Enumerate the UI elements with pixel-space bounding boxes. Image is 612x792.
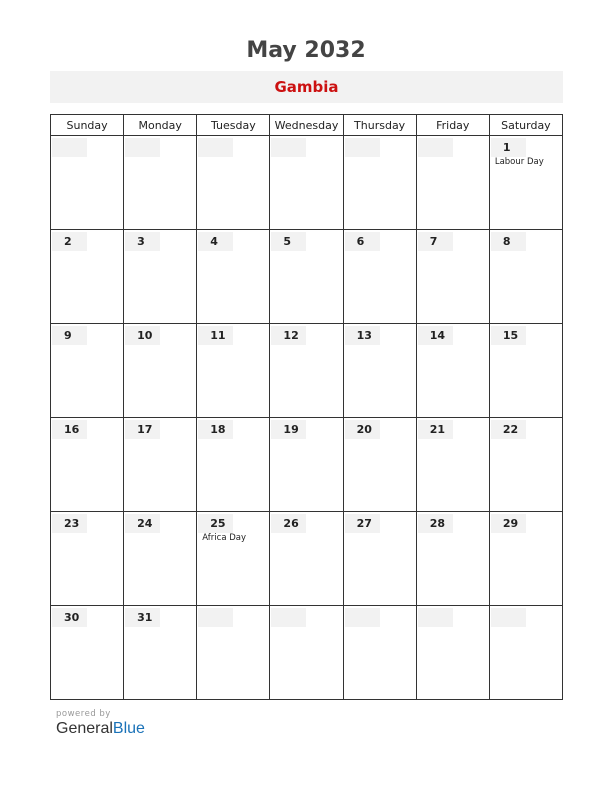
day-number: 15 bbox=[502, 329, 519, 342]
country-banner bbox=[50, 71, 563, 103]
day-cell bbox=[51, 606, 124, 700]
week-row bbox=[51, 324, 563, 418]
day-number-box bbox=[418, 138, 453, 157]
day-number-box bbox=[271, 138, 306, 157]
day-number: 17 bbox=[137, 423, 153, 436]
day-cell bbox=[270, 136, 343, 230]
country-name: Gambia bbox=[274, 78, 339, 96]
day-cell bbox=[416, 512, 489, 606]
day-cell bbox=[270, 230, 343, 324]
day-number: 23 bbox=[64, 517, 80, 530]
day-number: 31 bbox=[137, 611, 153, 624]
day-number-box bbox=[198, 608, 233, 627]
day-cell bbox=[489, 136, 562, 230]
weekday-header: Sunday bbox=[51, 115, 124, 136]
day-number: 10 bbox=[137, 329, 153, 342]
day-number: 9 bbox=[64, 329, 72, 342]
day-number: 25 bbox=[210, 517, 226, 530]
day-cell bbox=[416, 418, 489, 512]
day-cell bbox=[416, 136, 489, 230]
day-cell bbox=[197, 230, 270, 324]
day-cell bbox=[270, 606, 343, 700]
day-cell bbox=[343, 418, 416, 512]
day-cell bbox=[197, 136, 270, 230]
day-number-box bbox=[491, 608, 526, 627]
day-cell bbox=[270, 324, 343, 418]
day-number: 5 bbox=[283, 235, 292, 248]
page-title: May 2032 bbox=[246, 38, 366, 63]
day-number-box bbox=[125, 138, 160, 157]
day-number: 21 bbox=[429, 423, 446, 436]
weekday-header: Friday bbox=[416, 115, 489, 136]
day-cell bbox=[124, 418, 197, 512]
weekday-header: Monday bbox=[124, 115, 197, 136]
day-number-box bbox=[52, 138, 87, 157]
day-cell bbox=[270, 418, 343, 512]
day-cell bbox=[197, 324, 270, 418]
day-number: 26 bbox=[283, 517, 299, 530]
day-number: 27 bbox=[356, 517, 372, 530]
day-number: 1 bbox=[502, 141, 511, 154]
day-cell bbox=[343, 324, 416, 418]
day-number-box bbox=[271, 608, 306, 627]
calendar-grid bbox=[50, 114, 563, 700]
holiday-label: Labour Day bbox=[494, 157, 544, 167]
day-number: 28 bbox=[429, 517, 446, 530]
day-cell bbox=[51, 324, 124, 418]
week-row bbox=[51, 418, 563, 512]
day-cell bbox=[51, 418, 124, 512]
day-number: 7 bbox=[429, 235, 438, 248]
day-cell bbox=[124, 512, 197, 606]
day-cell bbox=[343, 230, 416, 324]
week-row bbox=[51, 136, 563, 230]
day-cell bbox=[489, 324, 562, 418]
brand-logo[interactable] bbox=[56, 720, 145, 738]
day-number: 19 bbox=[283, 423, 299, 436]
day-number: 2 bbox=[64, 235, 72, 248]
day-cell bbox=[416, 230, 489, 324]
day-cell bbox=[197, 512, 270, 606]
week-row bbox=[51, 512, 563, 606]
day-number: 16 bbox=[64, 423, 80, 436]
day-cell bbox=[343, 606, 416, 700]
day-cell bbox=[489, 230, 562, 324]
day-cell bbox=[197, 418, 270, 512]
day-cell bbox=[197, 606, 270, 700]
day-number: 3 bbox=[137, 235, 145, 248]
day-number: 22 bbox=[502, 423, 519, 436]
weekday-header: Tuesday bbox=[197, 115, 270, 136]
day-cell bbox=[124, 230, 197, 324]
weekday-header: Wednesday bbox=[270, 115, 343, 136]
brand-blue: Blue bbox=[112, 720, 145, 737]
day-number: 20 bbox=[356, 423, 372, 436]
weekday-header: Thursday bbox=[343, 115, 416, 136]
day-cell bbox=[270, 512, 343, 606]
holiday-label: Africa Day bbox=[202, 533, 247, 543]
day-number: 14 bbox=[429, 329, 446, 342]
brand-general: General bbox=[56, 720, 113, 737]
powered-by-text: powered by bbox=[56, 709, 111, 719]
day-cell bbox=[51, 512, 124, 606]
day-cell bbox=[51, 136, 124, 230]
day-number-box bbox=[345, 138, 380, 157]
week-row bbox=[51, 230, 563, 324]
day-number: 12 bbox=[283, 329, 299, 342]
day-cell bbox=[489, 606, 562, 700]
footer bbox=[56, 709, 145, 738]
day-number: 4 bbox=[210, 235, 218, 248]
day-cell bbox=[124, 606, 197, 700]
day-number: 30 bbox=[64, 611, 80, 624]
day-number-box bbox=[345, 608, 380, 627]
day-number: 24 bbox=[137, 517, 153, 530]
day-cell bbox=[416, 606, 489, 700]
day-number: 18 bbox=[210, 423, 226, 436]
week-row bbox=[51, 606, 563, 700]
day-cell bbox=[51, 230, 124, 324]
day-cell bbox=[489, 418, 562, 512]
weekday-header-row bbox=[51, 115, 563, 136]
day-cell bbox=[343, 512, 416, 606]
day-number-box bbox=[198, 138, 233, 157]
day-cell bbox=[343, 136, 416, 230]
day-number: 8 bbox=[502, 235, 511, 248]
day-cell bbox=[489, 512, 562, 606]
day-cell bbox=[416, 324, 489, 418]
day-number: 6 bbox=[356, 235, 365, 248]
weekday-header: Saturday bbox=[489, 115, 562, 136]
day-number-box bbox=[418, 608, 453, 627]
day-number: 11 bbox=[210, 329, 226, 342]
day-number: 13 bbox=[356, 329, 372, 342]
day-number: 29 bbox=[502, 517, 519, 530]
day-cell bbox=[124, 324, 197, 418]
day-cell bbox=[124, 136, 197, 230]
